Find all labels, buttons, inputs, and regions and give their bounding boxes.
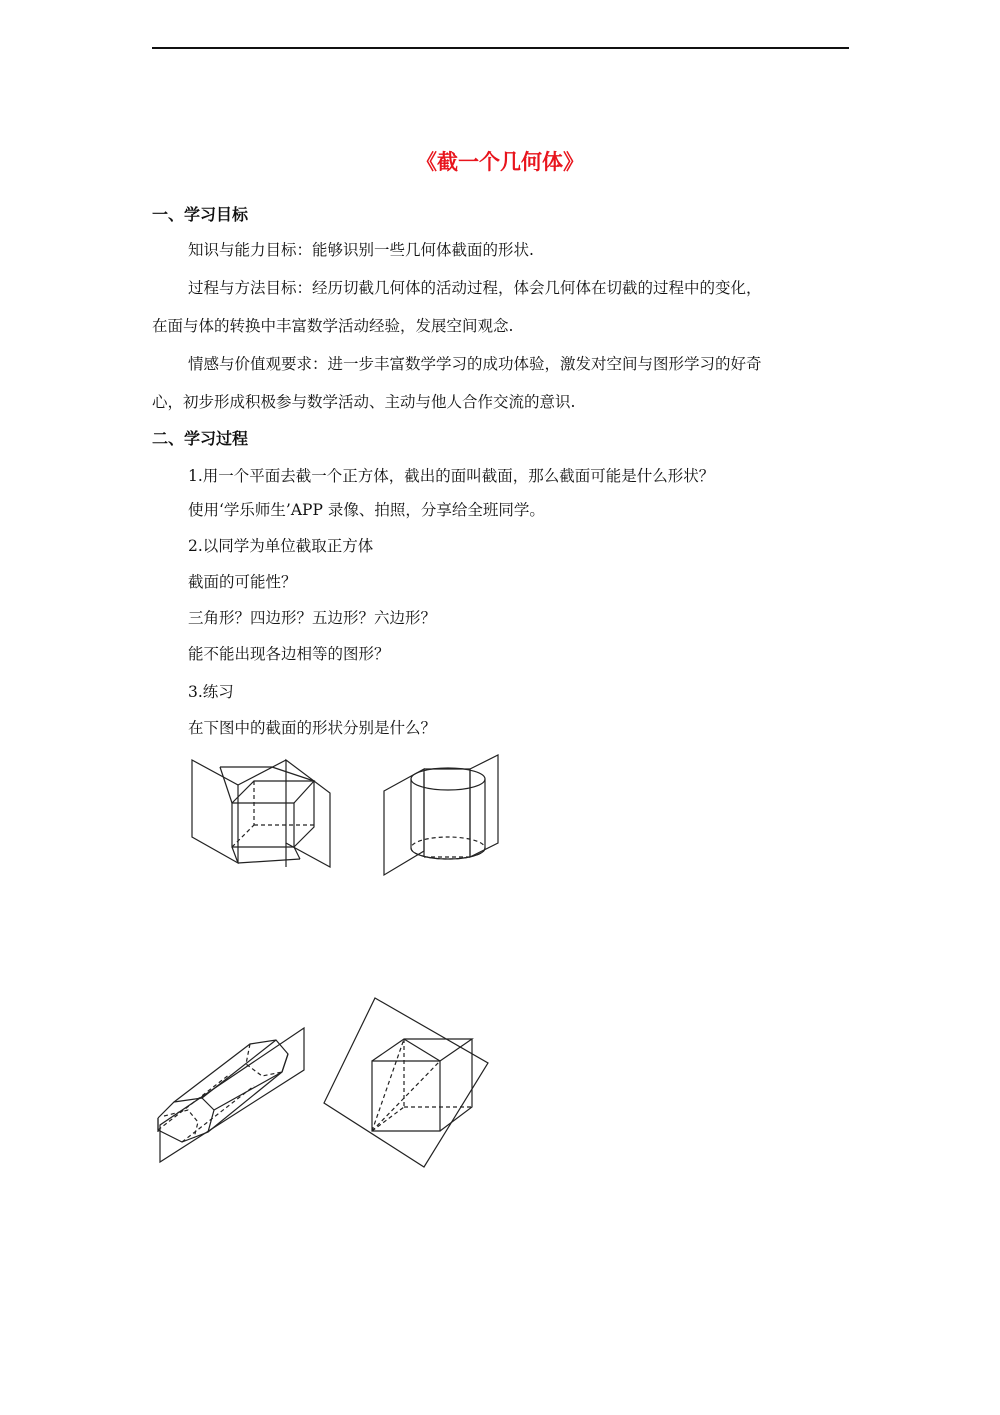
section-heading-process: 二、学习过程 <box>152 429 249 448</box>
document-title: 《截一个几何体》 <box>416 150 584 174</box>
paragraph-line: 知识与能力目标：能够识别一些几何体截面的形状. <box>188 241 534 259</box>
paragraph-line: 3.练习 <box>188 683 234 701</box>
paragraph-line: 三角形？四边形？五边形？六边形？ <box>188 609 437 627</box>
hexagonal-prism-cut-by-plane <box>154 1020 314 1165</box>
plane-left <box>192 760 238 863</box>
paragraph-line: 能不能出现各边相等的图形？ <box>188 645 390 663</box>
cube-cut-by-vertical-plane <box>190 755 340 870</box>
paragraph-line: 截面的可能性？ <box>188 573 297 591</box>
paragraph-line: 在下图中的截面的形状分别是什么？ <box>188 719 437 737</box>
cube-cut-by-diagonal-plane <box>320 995 495 1170</box>
paragraph-line: 情感与价值观要求：进一步丰富数学学习的成功体验，激发对空间与图形学习的好奇 <box>188 355 762 373</box>
section-heading-objectives: 一、学习目标 <box>152 205 249 224</box>
cylinder-cut-by-vertical-plane <box>382 753 502 878</box>
paragraph-line: 心，初步形成积极参与数学活动、主动与他人合作交流的意识. <box>152 393 576 411</box>
paragraph-line: 使用‘学乐师生’APP 录像、拍照，分享给全班同学。 <box>188 501 545 519</box>
paragraph-line: 过程与方法目标：经历切截几何体的活动过程，体会几何体在切截的过程中的变化， <box>188 279 762 297</box>
header-rule <box>152 47 849 49</box>
paragraph-line: 2.以同学为单位截取正方体 <box>188 537 374 555</box>
paragraph-line: 1.用一个平面去截一个正方体，截出的面叫截面，那么截面可能是什么形状？ <box>188 467 715 485</box>
paragraph-line: 在面与体的转换中丰富数学活动经验，发展空间观念. <box>152 317 514 335</box>
